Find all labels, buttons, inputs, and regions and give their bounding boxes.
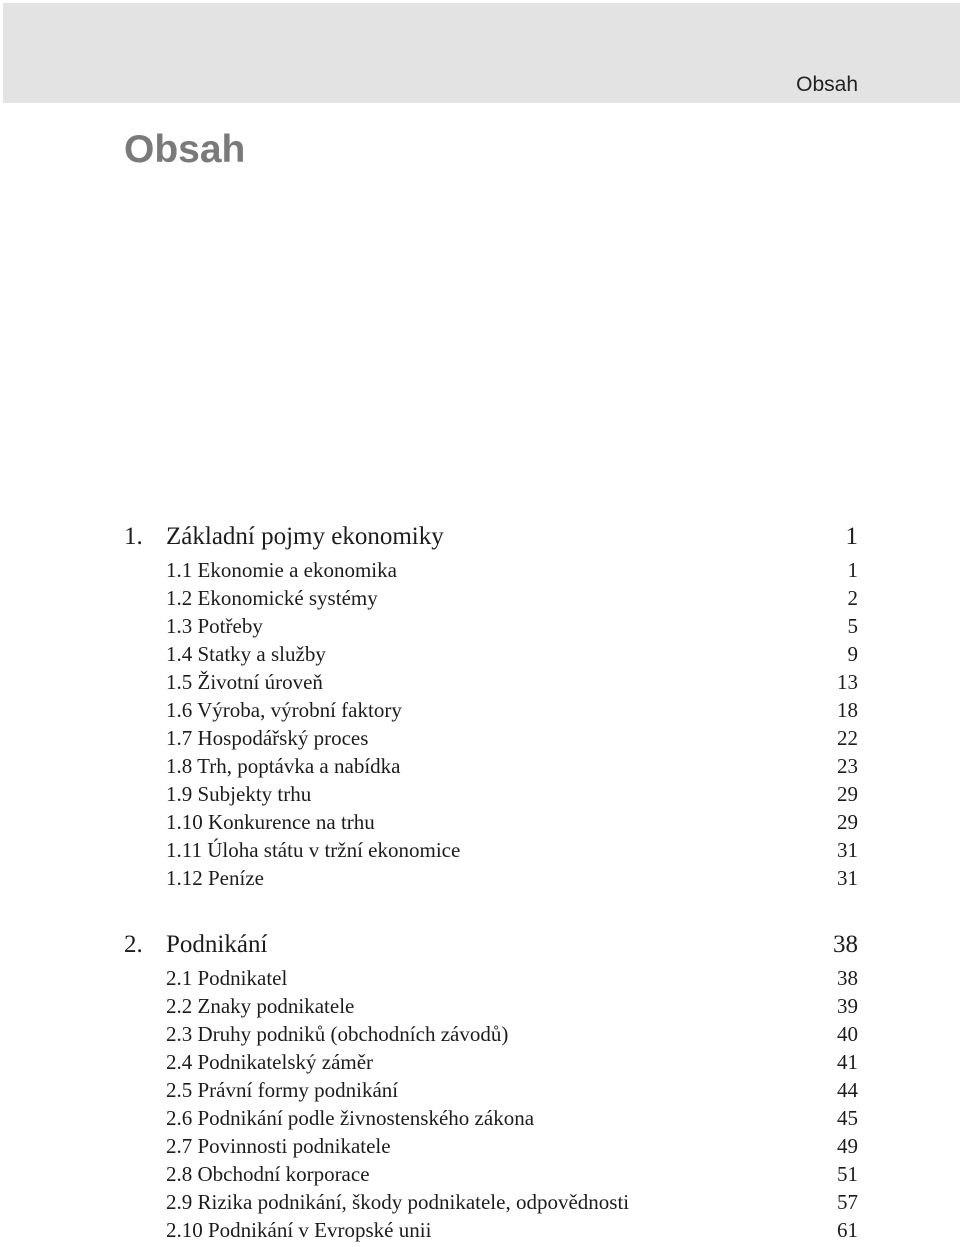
toc-section-title: 1.1 Ekonomie a ekonomika: [166, 558, 397, 582]
toc-section-page: 18: [837, 698, 858, 722]
toc-section-title: 2.6 Podnikání podle živnostenského zákona: [166, 1106, 535, 1130]
toc-section-page: 38: [837, 966, 858, 990]
toc-chapter-title: Podnikání: [166, 931, 268, 958]
toc-section-title: 1.8 Trh, poptávka a nabídka: [166, 754, 401, 778]
page-title: Obsah: [124, 128, 246, 171]
toc-section-title: 1.9 Subjekty trhu: [166, 782, 312, 806]
toc-section-page: 31: [837, 838, 858, 862]
toc-section-page: 41: [837, 1050, 858, 1074]
toc-section-page: 29: [837, 810, 858, 834]
toc-section-title: 1.5 Životní úroveň: [166, 670, 323, 694]
toc-section-page: 61: [837, 1218, 858, 1242]
toc-section-page: 31: [837, 866, 858, 890]
toc-section-title: 1.12 Peníze: [166, 866, 264, 890]
toc-section-page: 2: [847, 586, 858, 610]
running-header: [3, 3, 960, 103]
toc-section-title: 2.5 Právní formy podnikání: [166, 1078, 399, 1102]
toc-section-page: 49: [837, 1134, 858, 1158]
toc-section-page: 22: [837, 726, 858, 750]
toc-section-title: 1.11 Úloha státu v tržní ekonomice: [166, 838, 461, 862]
toc-section-title: 2.7 Povinnosti podnikatele: [166, 1134, 391, 1158]
toc-chapter-page: 38: [833, 931, 858, 958]
toc-section-title: 1.4 Statky a služby: [166, 642, 326, 666]
toc-section-title: 2.8 Obchodní korporace: [166, 1162, 370, 1186]
running-header-title: Obsah: [796, 73, 858, 96]
toc-section-title: 1.7 Hospodářský proces: [166, 726, 369, 750]
toc-section-title: 2.9 Rizika podnikání, škody podnikatele, odpovědnosti: [166, 1190, 630, 1214]
toc-section-page: 1: [847, 558, 858, 582]
toc-section-page: 40: [837, 1022, 858, 1046]
toc-section-page: 45: [837, 1106, 858, 1130]
toc-section-page: 5: [847, 614, 858, 638]
toc-section-title: 1.6 Výroba, výrobní faktory: [166, 698, 402, 722]
toc-section-title: 1.3 Potřeby: [166, 614, 263, 638]
toc-chapter-number: 1.: [124, 523, 143, 550]
toc-section-page: 51: [837, 1162, 858, 1186]
toc-section-title: 2.1 Podnikatel: [166, 966, 288, 990]
toc-section-page: 44: [837, 1078, 858, 1102]
toc-chapter-number: 2.: [124, 931, 143, 958]
toc-chapter-page: 1: [845, 523, 858, 550]
toc-section-page: 23: [837, 754, 858, 778]
toc-section-title: 2.10 Podnikání v Evropské unii: [166, 1218, 432, 1242]
toc-section-page: 39: [837, 994, 858, 1018]
toc-chapter-title: Základní pojmy ekonomiky: [166, 523, 444, 550]
toc-section-page: 9: [847, 642, 858, 666]
toc-section-page: 29: [837, 782, 858, 806]
toc-section-title: 2.3 Druhy podniků (obchodních závodů): [166, 1022, 509, 1046]
toc-section-title: 2.2 Znaky podnikatele: [166, 994, 355, 1018]
toc-section-title: 2.4 Podnikatelský záměr: [166, 1050, 374, 1074]
toc-section-page: 57: [837, 1190, 858, 1214]
toc-section-page: 13: [837, 670, 858, 694]
toc-section-title: 1.10 Konkurence na trhu: [166, 810, 375, 834]
toc-section-title: 1.2 Ekonomické systémy: [166, 586, 378, 610]
